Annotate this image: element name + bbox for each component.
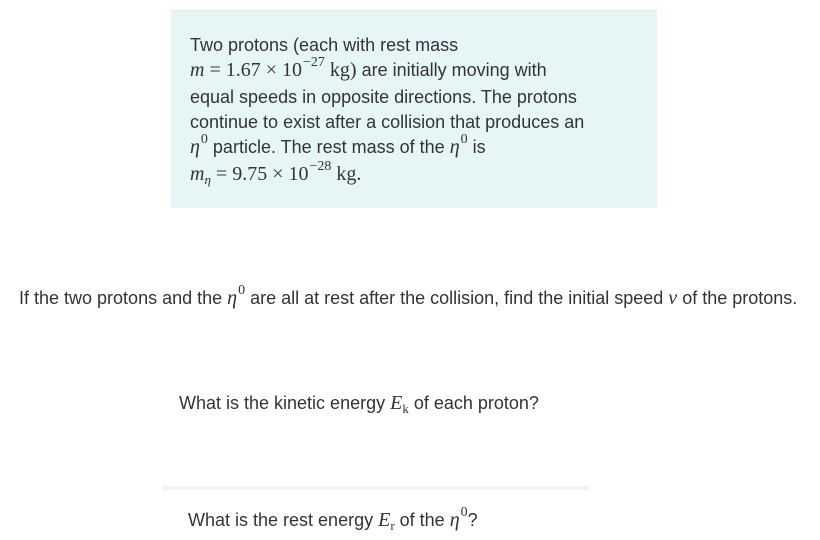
eta-superscript: 0: [200, 132, 208, 147]
speed-variable: v: [668, 287, 678, 309]
eta-mass-unit: kg.: [331, 163, 362, 185]
problem-line-5-end: is: [467, 137, 486, 157]
question-part-1: If the two protons and the: [19, 288, 228, 308]
equals-sign: =: [210, 163, 233, 185]
subquestion-2-part-1: What is the rest energy: [188, 510, 379, 530]
eta-mass-mantissa: 9.75 × 10: [232, 163, 309, 185]
energy-variable: E: [390, 392, 403, 414]
eta-mass-expression: [190, 159, 362, 187]
section-divider: [162, 486, 589, 490]
problem-line-4: continue to exist after a collision that produces an: [190, 112, 585, 132]
eta-superscript: 0: [238, 283, 246, 298]
eta-symbol: η: [449, 509, 460, 531]
question-part-3: of the protons.: [677, 288, 798, 308]
eta-mass-variable: m: [190, 163, 205, 185]
eta-particle-symbol: [449, 505, 468, 531]
problem-line-1: Two protons (each with rest mass: [190, 35, 459, 55]
main-question: [19, 285, 809, 314]
eta-particle-symbol: [227, 283, 246, 309]
proton-mass-mantissa: 1.67 × 10: [225, 59, 303, 81]
equals-sign: =: [204, 59, 226, 81]
problem-line-5-mid: particle. The rest mass of the: [207, 137, 450, 157]
eta-particle-symbol-2: [449, 132, 468, 158]
problem-line-2-rest: are initially moving with: [356, 60, 547, 80]
eta-symbol: η: [449, 136, 460, 158]
eta-superscript: 0: [460, 132, 468, 147]
mass-variable: m: [190, 59, 205, 81]
subquestion-2-part-2: of the: [394, 510, 450, 530]
problem-line-3: equal speeds in opposite directions. The protons: [190, 87, 577, 107]
proton-mass-expression: [190, 55, 357, 81]
subquestion-kinetic-energy: [179, 390, 779, 418]
rest-subscript: r: [390, 518, 395, 533]
subquestion-1-part-1: What is the kinetic energy: [179, 393, 391, 413]
eta-symbol: η: [190, 136, 200, 158]
eta-mass-subscript: η: [204, 172, 211, 187]
eta-superscript: 0: [460, 505, 468, 520]
subquestion-2-part-3: ?: [467, 510, 478, 530]
problem-statement-box: [171, 10, 657, 208]
eta-mass-exponent: −28: [309, 159, 332, 174]
subquestion-1-part-2: of each proton?: [408, 393, 539, 413]
rest-energy-symbol: [378, 509, 395, 531]
question-part-2: are all at rest after the collision, find the initial speed: [245, 288, 669, 308]
proton-mass-unit: kg): [324, 59, 357, 81]
subquestion-rest-energy: [188, 507, 788, 536]
kinetic-energy-symbol: [390, 392, 409, 414]
eta-particle-symbol: [190, 132, 208, 158]
problem-text: [190, 33, 640, 189]
proton-mass-exponent: −27: [303, 55, 325, 70]
energy-variable: E: [378, 509, 391, 531]
eta-symbol: η: [227, 287, 238, 309]
kinetic-subscript: k: [402, 401, 409, 416]
